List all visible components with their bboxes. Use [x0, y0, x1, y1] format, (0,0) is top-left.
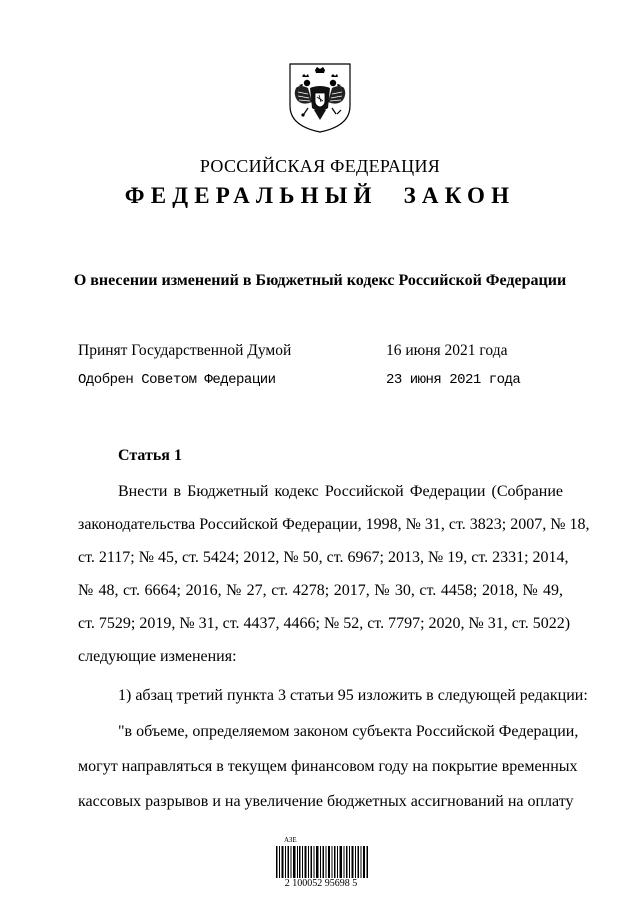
article-line: № 48, ст. 6664; 2016, № 27, ст. 4278; 2017, № 30, ст. 4458; 2018, № 49,: [78, 582, 563, 599]
barcode-mark: АЗЕ: [284, 836, 297, 844]
quoted-text-line: могут направляться в текущем финансовом году на покрытие временных: [78, 758, 578, 775]
amendment-item: 1) абзац третий пункта 3 статьи 95 изложить в следующей редакции:: [118, 687, 588, 704]
article-line: Внести в Бюджетный кодекс Российской Федерации (Собрание: [118, 483, 563, 500]
article-line: законодательства Российской Федерации, 1998, № 31, ст. 3823; 2007, № 18,: [78, 516, 590, 533]
article-line: ст. 7529; 2019, № 31, ст. 4437, 4466; № 52, ст. 7797; 2020, № 31, ст. 5022): [78, 615, 571, 632]
quoted-text-line: "в объеме, определяемом законом субъекта Российской Федерации,: [118, 723, 579, 740]
article-line: ст. 2117; № 45, ст. 5424; 2012, № 50, ст. 6967; 2013, № 19, ст. 2331; 2014,: [78, 549, 569, 566]
article-line: следующие изменения:: [78, 648, 237, 665]
duma-adoption-label: Принят Государственной Думой: [78, 342, 292, 359]
article-body: [78, 482, 590, 822]
article-heading: Статья 1: [118, 447, 182, 464]
document-type: ФЕДЕРАЛЬНЫЙ ЗАКОН: [124, 183, 516, 208]
barcode-number: 2 100052 95698 5: [284, 878, 358, 889]
quoted-text-line: кассовых разрывов и на увеличение бюджетных ассигнований на оплату: [78, 793, 574, 810]
law-title: О внесении изменений в Бюджетный кодекс Российской Федерации: [73, 272, 567, 289]
barcode-icon: [276, 838, 368, 878]
coat-of-arms-icon: [288, 62, 352, 134]
council-approval-date: 23 июня 2021 года: [386, 372, 521, 388]
council-approval-label: Одобрен Советом Федерации: [78, 372, 276, 388]
duma-adoption-date: 16 июня 2021 года: [386, 342, 508, 359]
country-name: РОССИЙСКАЯ ФЕДЕРАЦИЯ: [199, 156, 441, 176]
